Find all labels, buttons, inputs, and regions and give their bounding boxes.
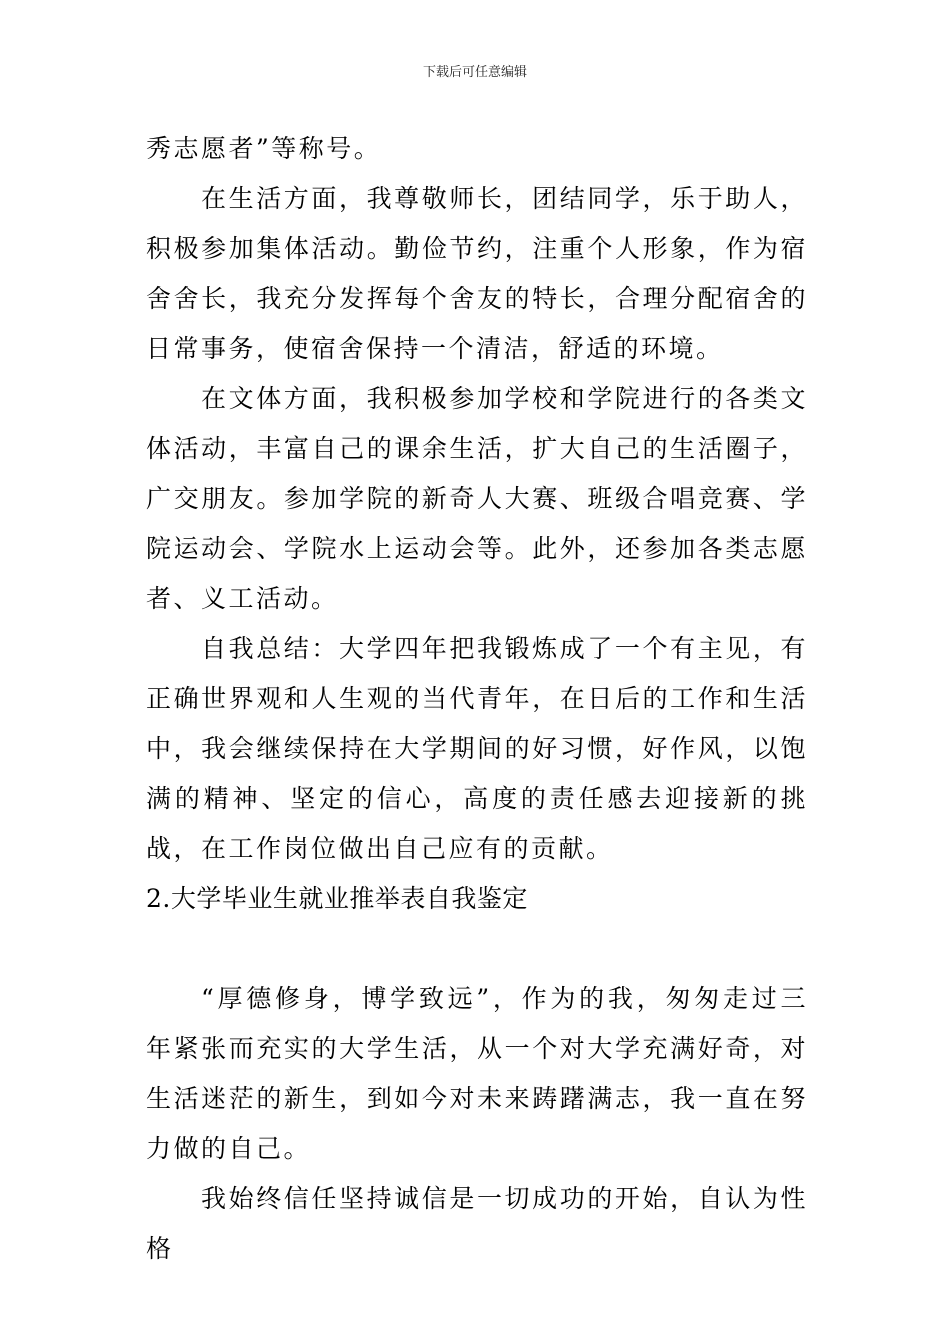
paragraph-motto: “厚德修身，博学致远”，作为的我，匆匆走过三年紧张而充实的大学生活，从一个对大学充满好奇，对生活迷茫的新生，到如今对未来踌躇满志，我一直在努力做的自己。 [146,984,808,1163]
document-body [146,124,808,1274]
paragraph-sports: 在文体方面，我积极参加学校和学院进行的各类文体活动，丰富自己的课余生活，扩大自己的生活圈子，广交朋友。参加学院的新奇人大赛、班级合唱竞赛、学院运动会、学院水上运动会等。此外，还参加各类志愿者、义工活动。 [146,384,808,613]
paragraph-continuation: 秀志愿者”等称号。 [146,134,382,163]
paragraph-integrity: 我始终信任坚持诚信是一切成功的开始，自认为性格 [146,1184,808,1263]
paragraph-life: 在生活方面，我尊敬师长，团结同学，乐于助人，积极参加集体活动。勤俭节约，注重个人形象，作为宿舍舍长，我充分发挥每个舍友的特长，合理分配宿舍的日常事务，使宿舍保持一个清洁，舒适的环境。 [146,184,808,363]
blank-line [146,924,808,974]
section-heading: 2.大学毕业生就业推举表自我鉴定 [146,884,528,913]
paragraph-summary: 自我总结：大学四年把我锻炼成了一个有主见，有正确世界观和人生观的当代青年，在日后的工作和生活中，我会继续保持在大学期间的好习惯，好作风，以饱满的精神、坚定的信心，高度的责任感去迎接新的挑战，在工作岗位做出自己应有的贡献。 [146,634,808,863]
page-header: 下载后可任意编辑 [422,65,527,80]
